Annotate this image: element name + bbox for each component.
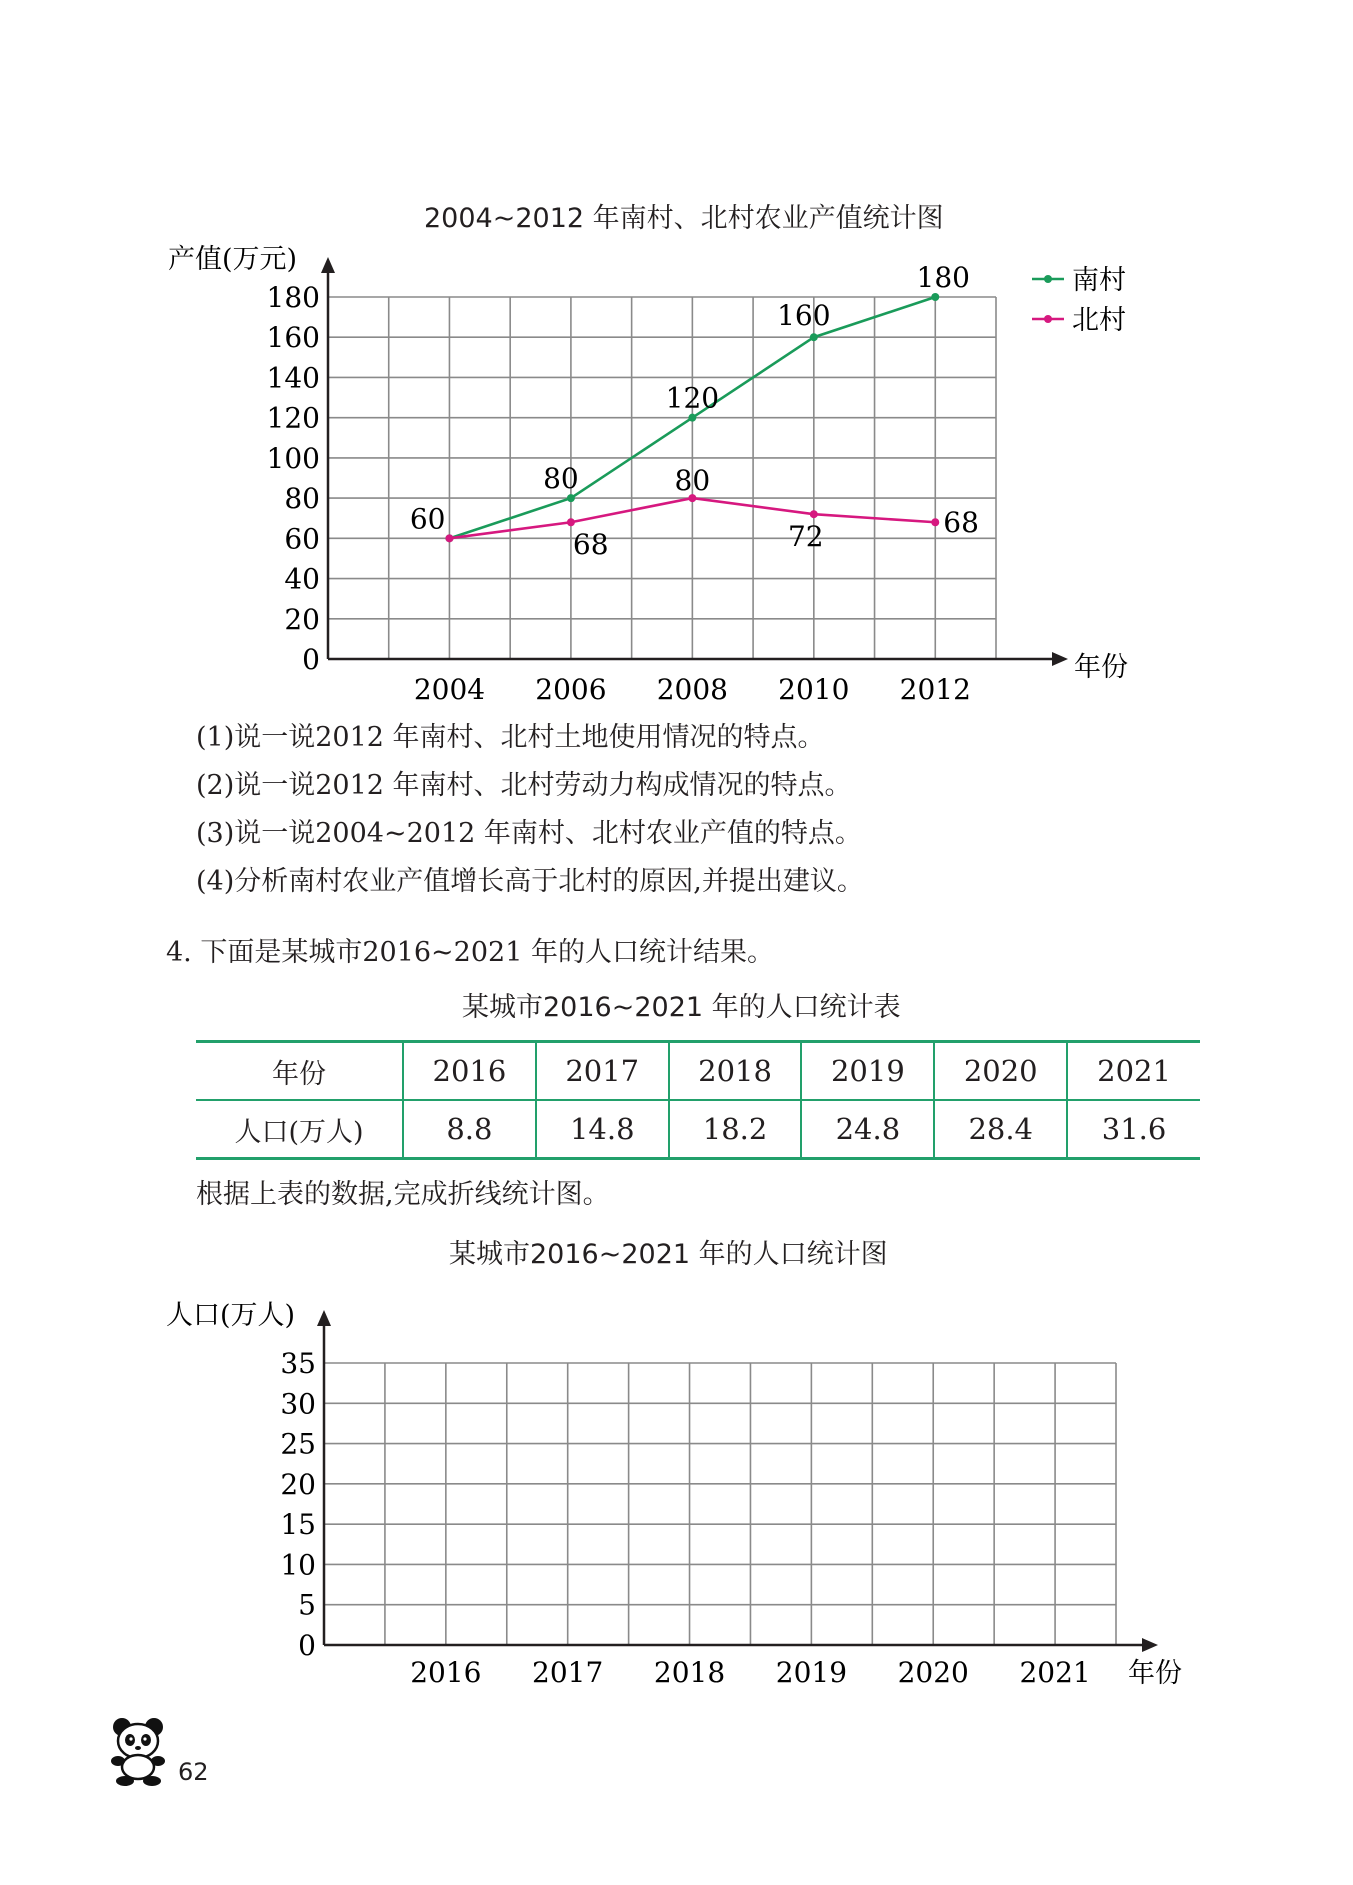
legend-label: 南村 xyxy=(1072,265,1126,296)
y-axis-arrow xyxy=(321,257,335,273)
data-point xyxy=(810,333,818,341)
x-tick-label: 2012 xyxy=(899,673,971,706)
chart1-title: 2004~2012 年南村、北村农业产值统计图 xyxy=(424,203,944,234)
table-cell: 24.8 xyxy=(801,1100,934,1159)
question-4: (4)分析南村农业产值增长高于北村的原因,并提出建议。 xyxy=(196,866,864,897)
x-tick-label: 2019 xyxy=(775,1656,848,1689)
data-point xyxy=(931,293,939,301)
y-axis-arrow xyxy=(317,1310,331,1326)
table-title: 某城市2016~2021 年的人口统计表 xyxy=(462,992,901,1023)
y-tick-label: 140 xyxy=(266,361,320,395)
table-cell: 14.8 xyxy=(536,1100,669,1159)
agri-output-line-chart xyxy=(0,0,1353,720)
x-tick-label: 2008 xyxy=(656,673,728,706)
x-tick-label: 2004 xyxy=(413,673,486,706)
question-1: (1)说一说2012 年南村、北村土地使用情况的特点。 xyxy=(196,722,825,753)
x-tick-label: 2020 xyxy=(897,1656,969,1689)
data-label: 68 xyxy=(943,506,979,540)
y-tick-label: 15 xyxy=(280,1508,316,1542)
table-row-population xyxy=(196,1100,1200,1159)
table-cell: 人口(万人) xyxy=(196,1100,403,1159)
x-tick-label: 2018 xyxy=(653,1656,726,1689)
table-cell: 2021 xyxy=(1067,1042,1200,1101)
data-label: 60 xyxy=(409,502,446,536)
x-axis-label: 年份 xyxy=(1128,1658,1182,1689)
y-tick-label: 0 xyxy=(298,1629,316,1662)
table-cell: 2016 xyxy=(403,1042,536,1101)
problem-4-text: 4. 下面是某城市2016~2021 年的人口统计结果。 xyxy=(166,937,774,968)
table-cell: 2020 xyxy=(934,1042,1067,1101)
x-tick-label: 2021 xyxy=(1019,1656,1091,1689)
x-tick-label: 2016 xyxy=(410,1656,482,1689)
table-cell: 2018 xyxy=(669,1042,802,1101)
question-2: (2)说一说2012 年南村、北村劳动力构成情况的特点。 xyxy=(196,770,852,801)
data-label: 72 xyxy=(787,520,824,554)
population-table xyxy=(196,1040,1200,1160)
data-label: 80 xyxy=(543,462,579,496)
data-label: 120 xyxy=(665,381,720,415)
x-tick-label: 2006 xyxy=(535,673,607,706)
data-point xyxy=(567,494,575,502)
population-line-chart xyxy=(0,1280,1353,1700)
data-point xyxy=(445,534,453,542)
legend-label: 北村 xyxy=(1072,305,1126,336)
data-label: 160 xyxy=(777,299,831,333)
data-label: 180 xyxy=(916,261,970,294)
data-point xyxy=(931,518,939,526)
chart2-title: 某城市2016~2021 年的人口统计图 xyxy=(449,1239,888,1270)
table-cell: 31.6 xyxy=(1067,1100,1200,1159)
x-axis-label: 年份 xyxy=(1074,652,1128,683)
table-cell: 8.8 xyxy=(403,1100,536,1159)
data-point xyxy=(567,518,575,526)
question-3: (3)说一说2004~2012 年南村、北村农业产值的特点。 xyxy=(196,818,862,849)
y-tick-label: 100 xyxy=(266,441,320,475)
y-tick-label: 20 xyxy=(284,602,320,636)
instruction-text: 根据上表的数据,完成折线统计图。 xyxy=(196,1179,610,1210)
legend-marker xyxy=(1044,315,1052,323)
y-axis-label: 人口(万人) xyxy=(166,1300,296,1331)
table-cell: 2019 xyxy=(801,1042,934,1101)
y-tick-label: 20 xyxy=(280,1467,316,1501)
legend-marker xyxy=(1044,275,1052,283)
data-label: 80 xyxy=(674,464,711,498)
table-cell: 28.4 xyxy=(934,1100,1067,1159)
y-tick-label: 5 xyxy=(298,1588,316,1622)
y-tick-label: 0 xyxy=(302,643,320,676)
table-cell: 18.2 xyxy=(669,1100,802,1159)
y-tick-label: 180 xyxy=(266,281,320,314)
table-cell: 2017 xyxy=(536,1042,669,1101)
x-tick-label: 2010 xyxy=(778,673,850,706)
y-tick-label: 160 xyxy=(266,321,320,355)
y-tick-label: 80 xyxy=(284,482,320,516)
x-axis-arrow xyxy=(1142,1638,1158,1652)
y-tick-label: 60 xyxy=(284,522,320,556)
x-tick-label: 2017 xyxy=(532,1656,604,1689)
y-tick-label: 120 xyxy=(266,401,320,435)
page-number: 62 xyxy=(178,1758,209,1786)
y-tick-label: 25 xyxy=(280,1427,316,1461)
panda-mascot-icon xyxy=(108,1715,170,1787)
table-row-year xyxy=(196,1042,1200,1101)
data-label: 68 xyxy=(572,528,609,562)
y-tick-label: 35 xyxy=(280,1347,316,1380)
data-point xyxy=(810,510,818,518)
data-point xyxy=(688,414,696,422)
y-tick-label: 40 xyxy=(284,562,320,596)
table-cell: 年份 xyxy=(196,1042,403,1101)
y-tick-label: 30 xyxy=(280,1387,316,1421)
x-axis-arrow xyxy=(1052,652,1068,666)
y-tick-label: 10 xyxy=(280,1548,316,1582)
y-axis-label: 产值(万元) xyxy=(168,244,298,275)
